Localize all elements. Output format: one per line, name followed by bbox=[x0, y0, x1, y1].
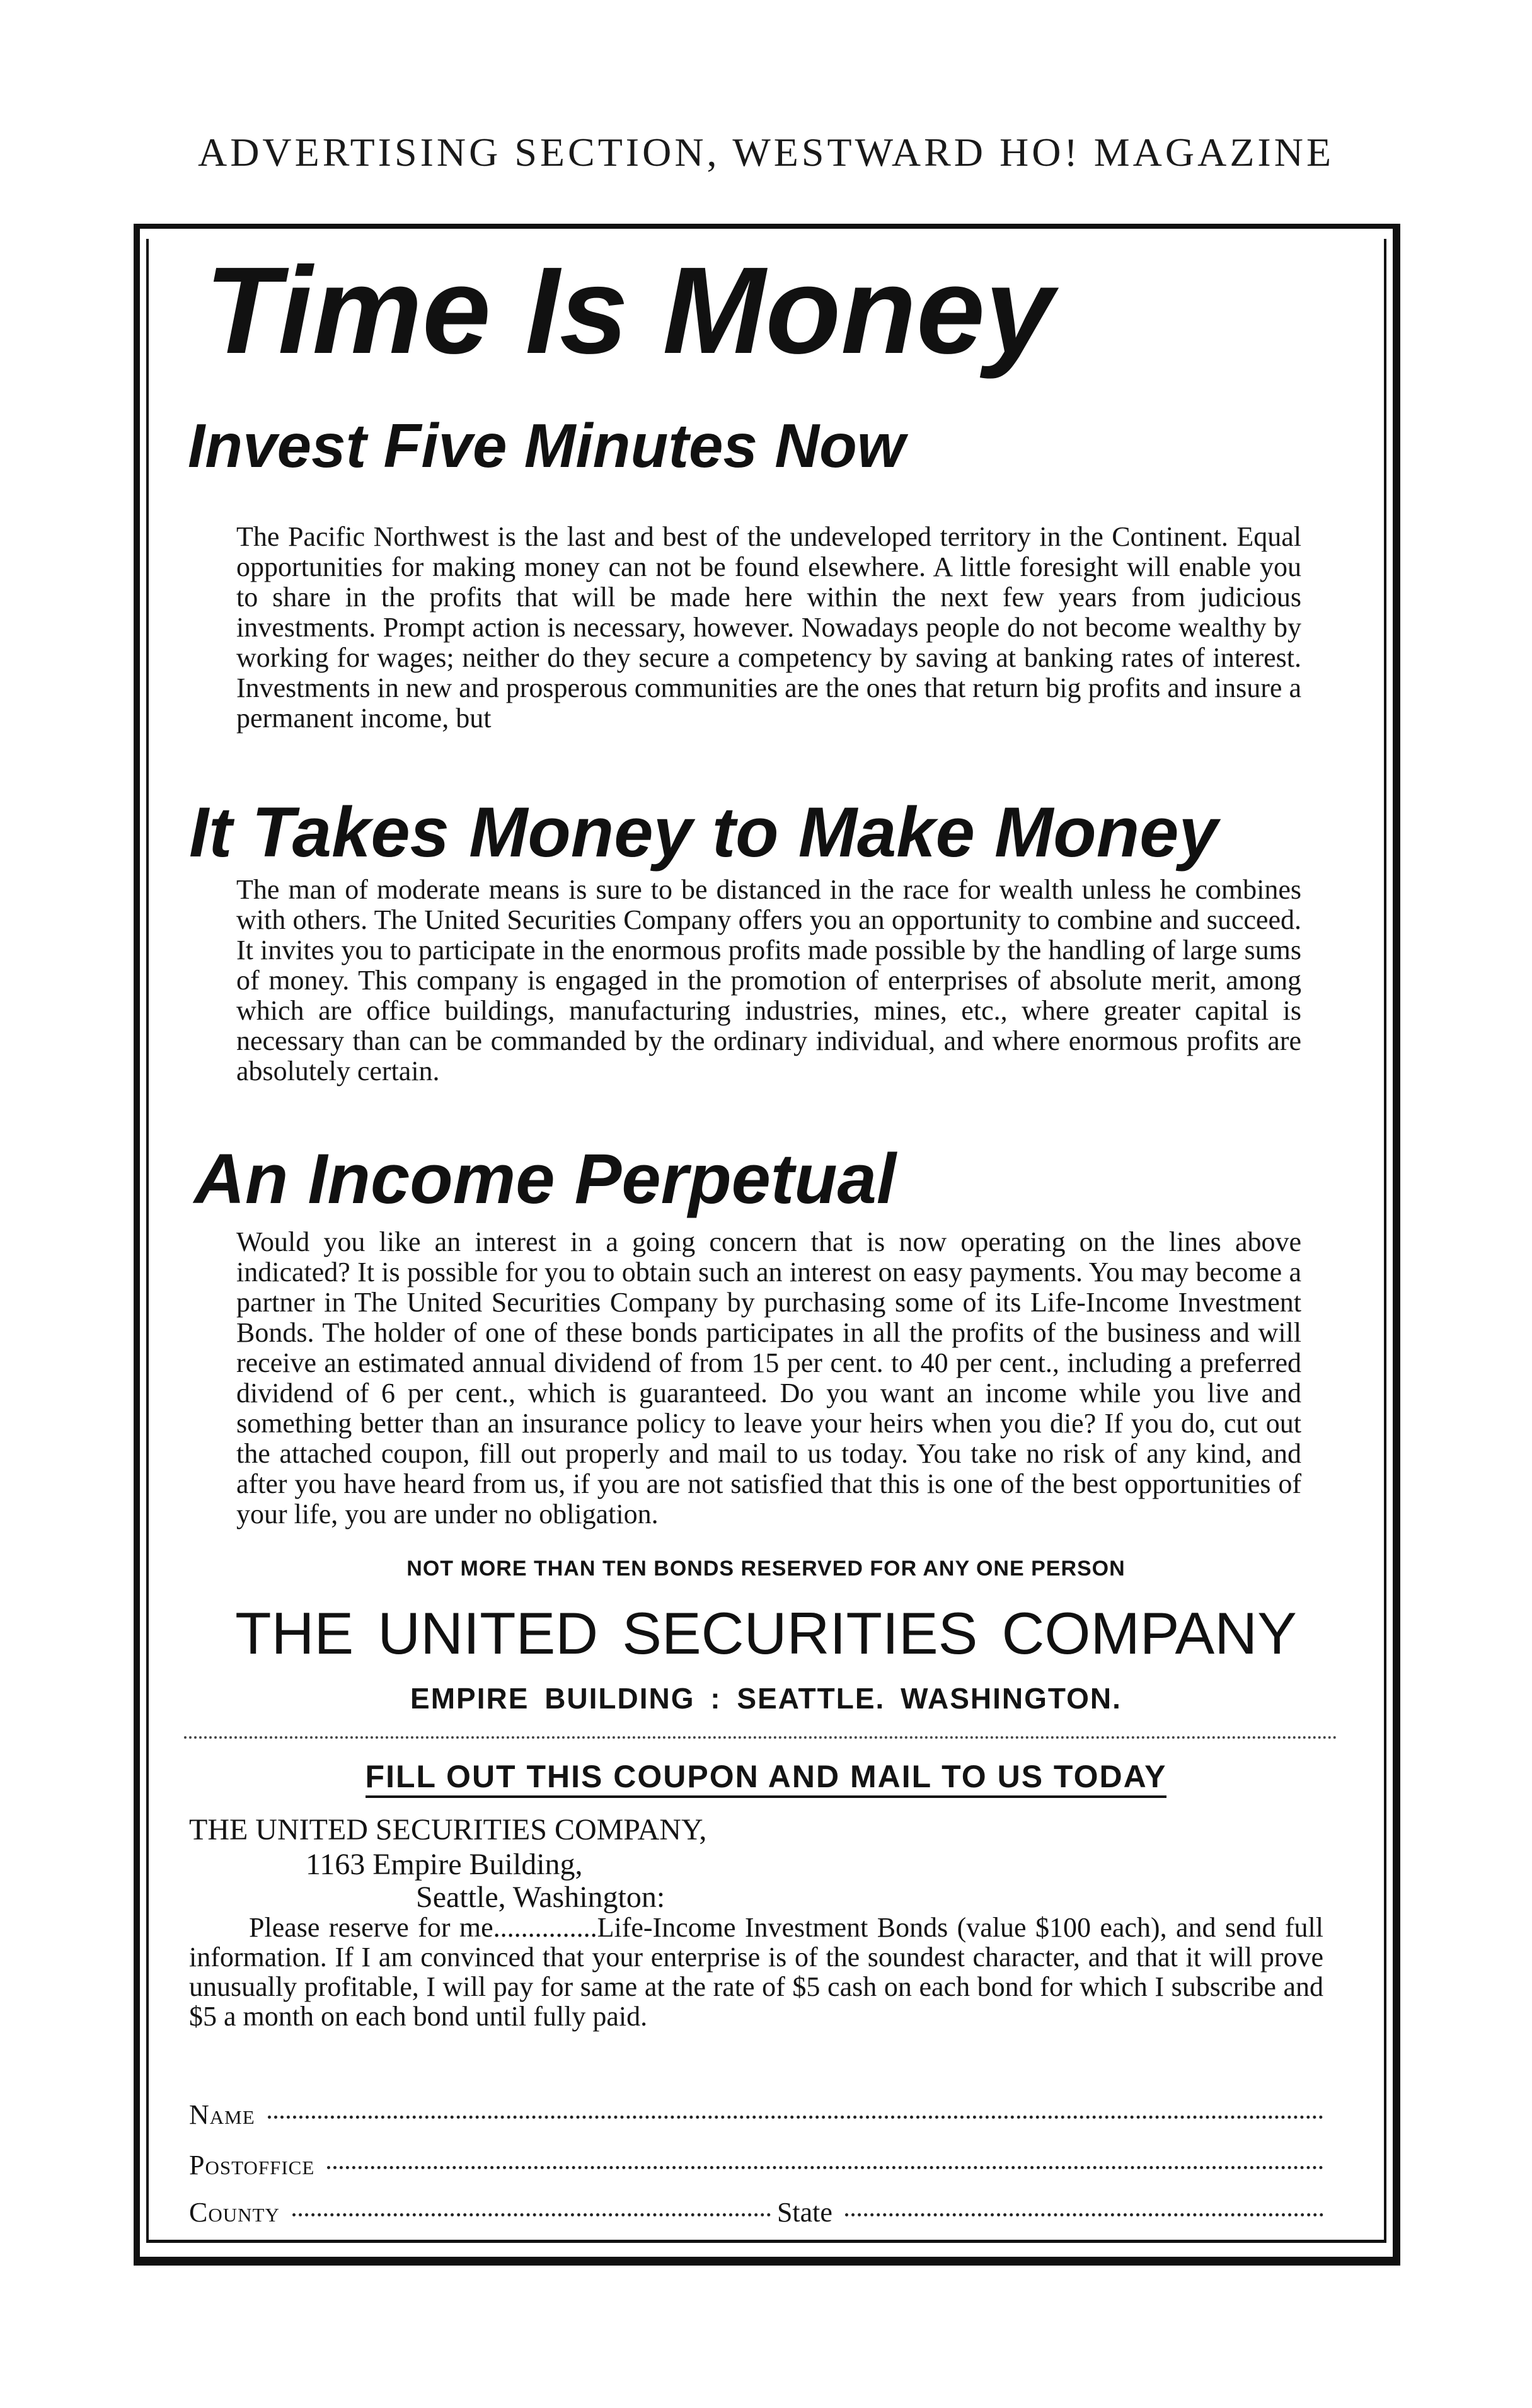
postoffice-label: Postoffice bbox=[189, 2150, 315, 2180]
coupon-street: 1163 Empire Building, bbox=[306, 1848, 583, 1881]
state-label: State bbox=[776, 2197, 832, 2228]
heading-income-perpetual: An Income Perpetual bbox=[194, 1139, 897, 1218]
coupon-heading bbox=[0, 1758, 1532, 1795]
coupon-heading-text: FILL OUT THIS COUPON AND MAIL TO US TODAY bbox=[366, 1759, 1167, 1798]
company-address: EMPIRE BUILDING : SEATTLE. WASHINGTON. bbox=[410, 1682, 1122, 1715]
postoffice-line[interactable] bbox=[327, 2165, 1323, 2169]
heading-money-to-make-money: It Takes Money to Make Money bbox=[189, 793, 1218, 872]
ad-title: Time Is Money bbox=[205, 241, 1054, 379]
name-field[interactable] bbox=[189, 2099, 1323, 2131]
paragraph-going-concern: Would you like an interest in a going concern that is now operating on the lines above indicated? It is possible for you to obtain such an interest on easy payments. You may become a partner in The United Securities Company by purchasing some of its Life-Income Investment Bonds. The holder of one of these bonds participates in all the profits of the business and will receive an estimated annual dividend of from 15 per cent. to 40 per cent., including a preferred dividend of 6 per cent., which is guaranteed. Do you want an income while you live and something better than an insurance policy to leave your heirs when you die? If you do, cut out the attached coupon, fill out properly and mail to us today. You take no risk of any kind, and after you have heard from us, if you are not satisfied that this is one of the best opportunities of your life, you are under no obligation. bbox=[236, 1226, 1301, 1529]
county-line[interactable] bbox=[292, 2213, 771, 2216]
state-line[interactable] bbox=[845, 2213, 1323, 2216]
name-line[interactable] bbox=[268, 2115, 1323, 2119]
postoffice-field[interactable] bbox=[189, 2149, 1323, 2181]
company-name: THE UNITED SECURITIES COMPANY bbox=[235, 1600, 1297, 1666]
coupon-cut-line bbox=[184, 1736, 1337, 1739]
name-label: Name bbox=[189, 2099, 255, 2130]
coupon-body: Please reserve for me...............Life-Income Investment Bonds (value $100 each), and send full information. If I am convinced that your enterprise is of the soundest character, and that it will prove unusually profitable, I will pay for same at the rate of $5 cash on each bond for which I subscribe and $5 a month on each bond until fully paid. bbox=[189, 1912, 1323, 2032]
coupon-addressee: THE UNITED SECURITIES COMPANY, bbox=[189, 1813, 707, 1846]
paragraph-northwest: The Pacific Northwest is the last and best of the undeveloped territory in the Continent. Equal opportunities for making money can not be found elsewhere. A little foresight will enable you to share in the profits that will be made here within the next few years from judicious investments. Prompt action is necessary, however. Nowadays people do not become wealthy by working for wages; neither do they secure a competency by saving at banking rates of interest. Investments in new and prosperous communities are the ones that return big profits and insure a permanent income, but bbox=[236, 521, 1301, 734]
ad-subtitle: Invest Five Minutes Now bbox=[188, 411, 906, 480]
county-label: County bbox=[189, 2197, 280, 2228]
bond-limit-note: NOT MORE THAN TEN BONDS RESERVED FOR ANY ONE PERSON bbox=[406, 1557, 1126, 1581]
coupon-city: Seattle, Washington: bbox=[416, 1881, 665, 1914]
magazine-header: ADVERTISING SECTION, WESTWARD HO! MAGAZINE bbox=[197, 130, 1335, 175]
county-state-field[interactable] bbox=[189, 2196, 1323, 2228]
paragraph-moderate-means: The man of moderate means is sure to be distanced in the race for wealth unless he combines with others. The United Securities Company offers you an opportunity to combine and succeed. It invites you to participate in the enormous profits made possible by the handling of large sums of money. This company is engaged in the promotion of enterprises of absolute merit, among which are office buildings, manufacturing industries, mines, etc., where greater capital is necessary than can be commanded by the ordinary individual, and where enormous profits are absolutely certain. bbox=[236, 874, 1301, 1086]
